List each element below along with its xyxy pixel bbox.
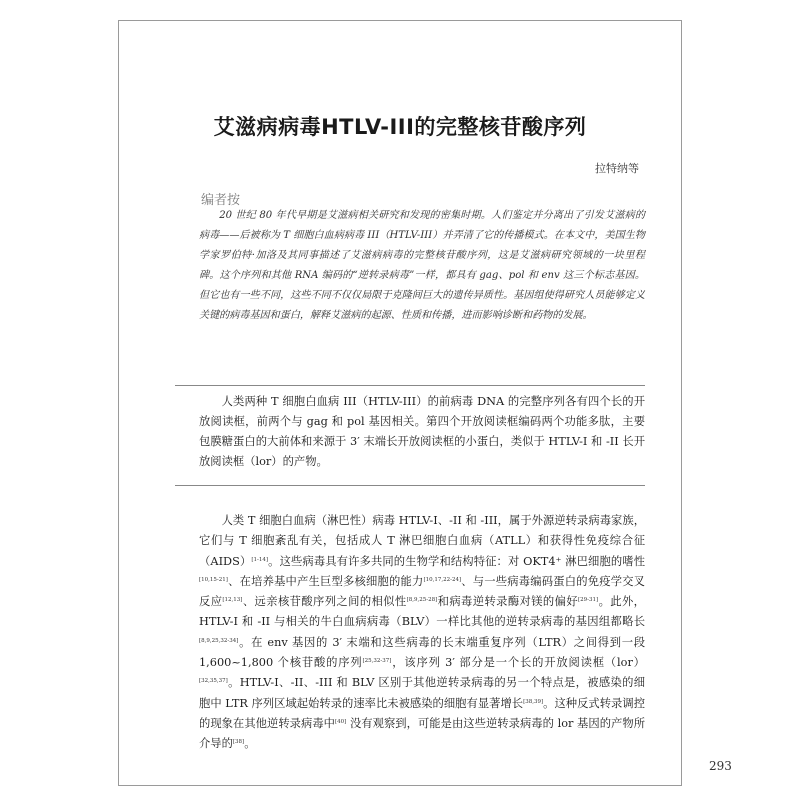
editor-note-paragraph: 20 世纪 80 年代早期是艾滋病相关研究和发现的密集时期。人们鉴定并分离出了引发艾滋病的病毒——后被称为 T 细胞白血病病毒 III（HTLV-III）并弄清了它的传播模式。在本文中，美国生物学家罗伯特·加洛及其同事描述了艾滋病病毒的完整核苷酸序列，这是艾滋病研究领域的一块里程碑。这个序列和其他 RNA 编码的“逆转录病毒”一样，都具有 gag、pol 和 env 这三个标志基因。但它也有一些不同，这些不同不仅仅局限于克隆间巨大的遗传异质性。基因组使得研究人员能够定义关键的病毒基因和蛋白，解释艾滋病的起源、性质和传播，进而影响诊断和药物的发展。 xyxy=(199,210,645,321)
page-number: 293 xyxy=(709,759,732,773)
body-sentence: 和病毒逆转录酶对镁的偏好 xyxy=(437,595,579,609)
citation-ref: [32,35,37] xyxy=(199,678,228,685)
citation-ref: [38,39] xyxy=(523,698,544,705)
body-sentence: 。在 env 基因的 3′ 末端和这些病毒的长末端重复序列（LTR）之间得到一段 1,600~1,800 个核苷酸的序列 xyxy=(199,635,645,670)
citation-ref: [8,9,25-28] xyxy=(406,597,438,604)
body-sentence: 、与一些病毒编码蛋白的免疫学交叉反应 xyxy=(199,574,645,609)
body-sentence: 。HTLV-I、-II、-III 和 BLV 区别于其他逆转录病毒的另一个特点是，被感染的细胞中 LTR 序列区域起始转录的速率比未被感染的细胞有显著增长 xyxy=(199,676,645,710)
abstract-bottom-rule xyxy=(175,485,645,486)
body-paragraph xyxy=(199,511,645,755)
body-sentence: 、远亲核苷酸序列之间的相似性 xyxy=(242,595,407,609)
citation-ref: [38] xyxy=(232,739,245,746)
body-sentence: 。 xyxy=(244,737,256,751)
abstract-paragraph: 人类两种 T 细胞白血病 III（HTLV-III）的前病毒 DNA 的完整序列各有四个长的开放阅读框，前两个与 gag 和 pol 基因相关。第四个开放阅读框编码两个功能多肽，主要包膜糖蛋白的大前体和来源于 3′ 末端长开放阅读框的小蛋白，类似于 HTLV-I 和 -II 长开放阅读框（lor）的产物。 xyxy=(199,395,645,468)
article-title: 艾滋病病毒HTLV-III的完整核苷酸序列 xyxy=(213,115,587,139)
citation-ref: [29-31] xyxy=(578,597,599,604)
abstract-top-rule xyxy=(175,385,645,386)
citation-ref: [10,15-21] xyxy=(199,576,228,583)
citation-ref: [8,9,25,32-34] xyxy=(199,637,239,644)
body-sentence: 。这种反式转录调控的现象在其他逆转录病毒中 xyxy=(199,696,645,730)
body-sentence: 、在培养基中产生巨型多核细胞的能力 xyxy=(227,574,424,588)
citation-ref: [10,17,22-24] xyxy=(423,576,462,583)
body-sentence: 。这些病毒具有许多共同的生物学和结构特征：对 OKT4⁺ 淋巴细胞的嗜性 xyxy=(268,554,646,568)
book-page xyxy=(118,20,732,786)
citation-ref: [25,32-37] xyxy=(362,658,392,665)
body-sentence: ，该序列 3′ 部分是一个长的开放阅读框（lor） xyxy=(391,656,645,670)
citation-ref: [1-14] xyxy=(251,556,269,563)
citation-ref: [12,13] xyxy=(222,597,243,604)
body-sentence: 。此外，HTLV-I 和 -II 与相关的牛白血病病毒（BLV）一样比其他的逆转录病毒的基因组都略长 xyxy=(199,595,645,629)
author-line: 拉特纳等 xyxy=(595,162,639,175)
body-sentence: 人类 T 细胞白血病（淋巴性）病毒 HTLV-I、-II 和 -III，属于外源逆转录病毒家族，它们与 T 细胞紊乱有关，包括成人 T 淋巴细胞白血病（ATLL）和获得性免疫综合征（AIDS） xyxy=(199,514,645,568)
citation-ref: [40] xyxy=(335,718,347,725)
body-sentence: 没有观察到，可能是由这些逆转录病毒的 lor 基因的产物所介导的 xyxy=(199,716,645,751)
editor-note-label: 编者按 xyxy=(201,193,241,208)
